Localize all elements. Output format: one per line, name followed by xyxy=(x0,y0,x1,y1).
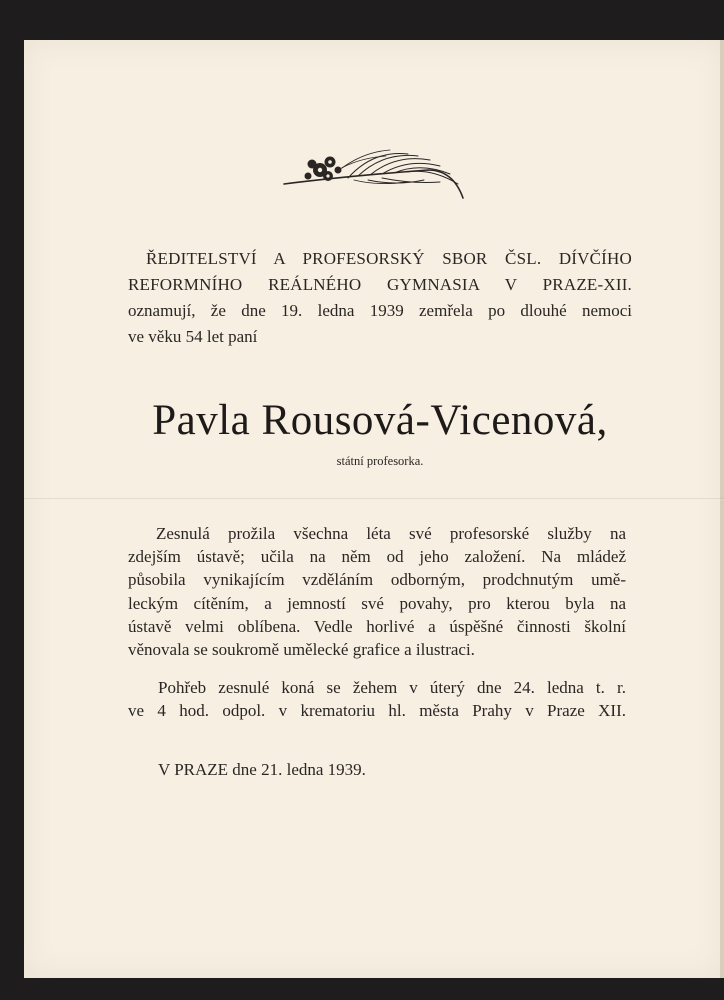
body-line: ústavě velmi oblíbena. Vedle horlivé a úspěšné činnosti školní xyxy=(128,617,626,636)
body-line: věnovala se soukromě umělecké grafice a ilustraci. xyxy=(128,640,475,659)
announcement-line: oznamují, že dne 19. ledna 1939 zemřela po dlouhé nemoci xyxy=(128,301,632,320)
deceased-title: státní profesorka. xyxy=(336,454,424,468)
age-line: ve věku 54 let paní xyxy=(128,327,258,346)
header-line-1: ŘEDITELSTVÍ A PROFESORSKÝ SBOR ČSL. DÍVČÍHO xyxy=(146,249,632,268)
quill-feather-icon xyxy=(278,140,470,210)
funeral-line: ve 4 hod. odpol. v krematoriu hl. města Prahy v Praze XII. xyxy=(128,701,626,720)
body-line: Zesnulá prožila všechna léta své profesorské služby na xyxy=(156,524,626,543)
fold-crease xyxy=(24,498,724,500)
deceased-name: Pavla Rousová-Vicenová, xyxy=(152,397,608,444)
body-line: leckým cítěním, a jemností své povahy, pro kterou byla na xyxy=(128,594,626,613)
body-line: zdejším ústavě; učila na něm od jeho založení. Na mládež xyxy=(128,547,626,566)
funeral-line: Pohřeb zesnulé koná se žehem v úterý dne 24. ledna t. r. xyxy=(158,678,626,697)
place-date: V PRAZE dne 21. ledna 1939. xyxy=(158,760,366,779)
body-line: působila vynikajícím vzděláním odborným, prodchnutým umě- xyxy=(128,570,626,589)
header-line-2: REFORMNÍHO REÁLNÉHO GYMNASIA V PRAZE-XII. xyxy=(128,275,632,294)
sheet-edge xyxy=(720,40,724,978)
